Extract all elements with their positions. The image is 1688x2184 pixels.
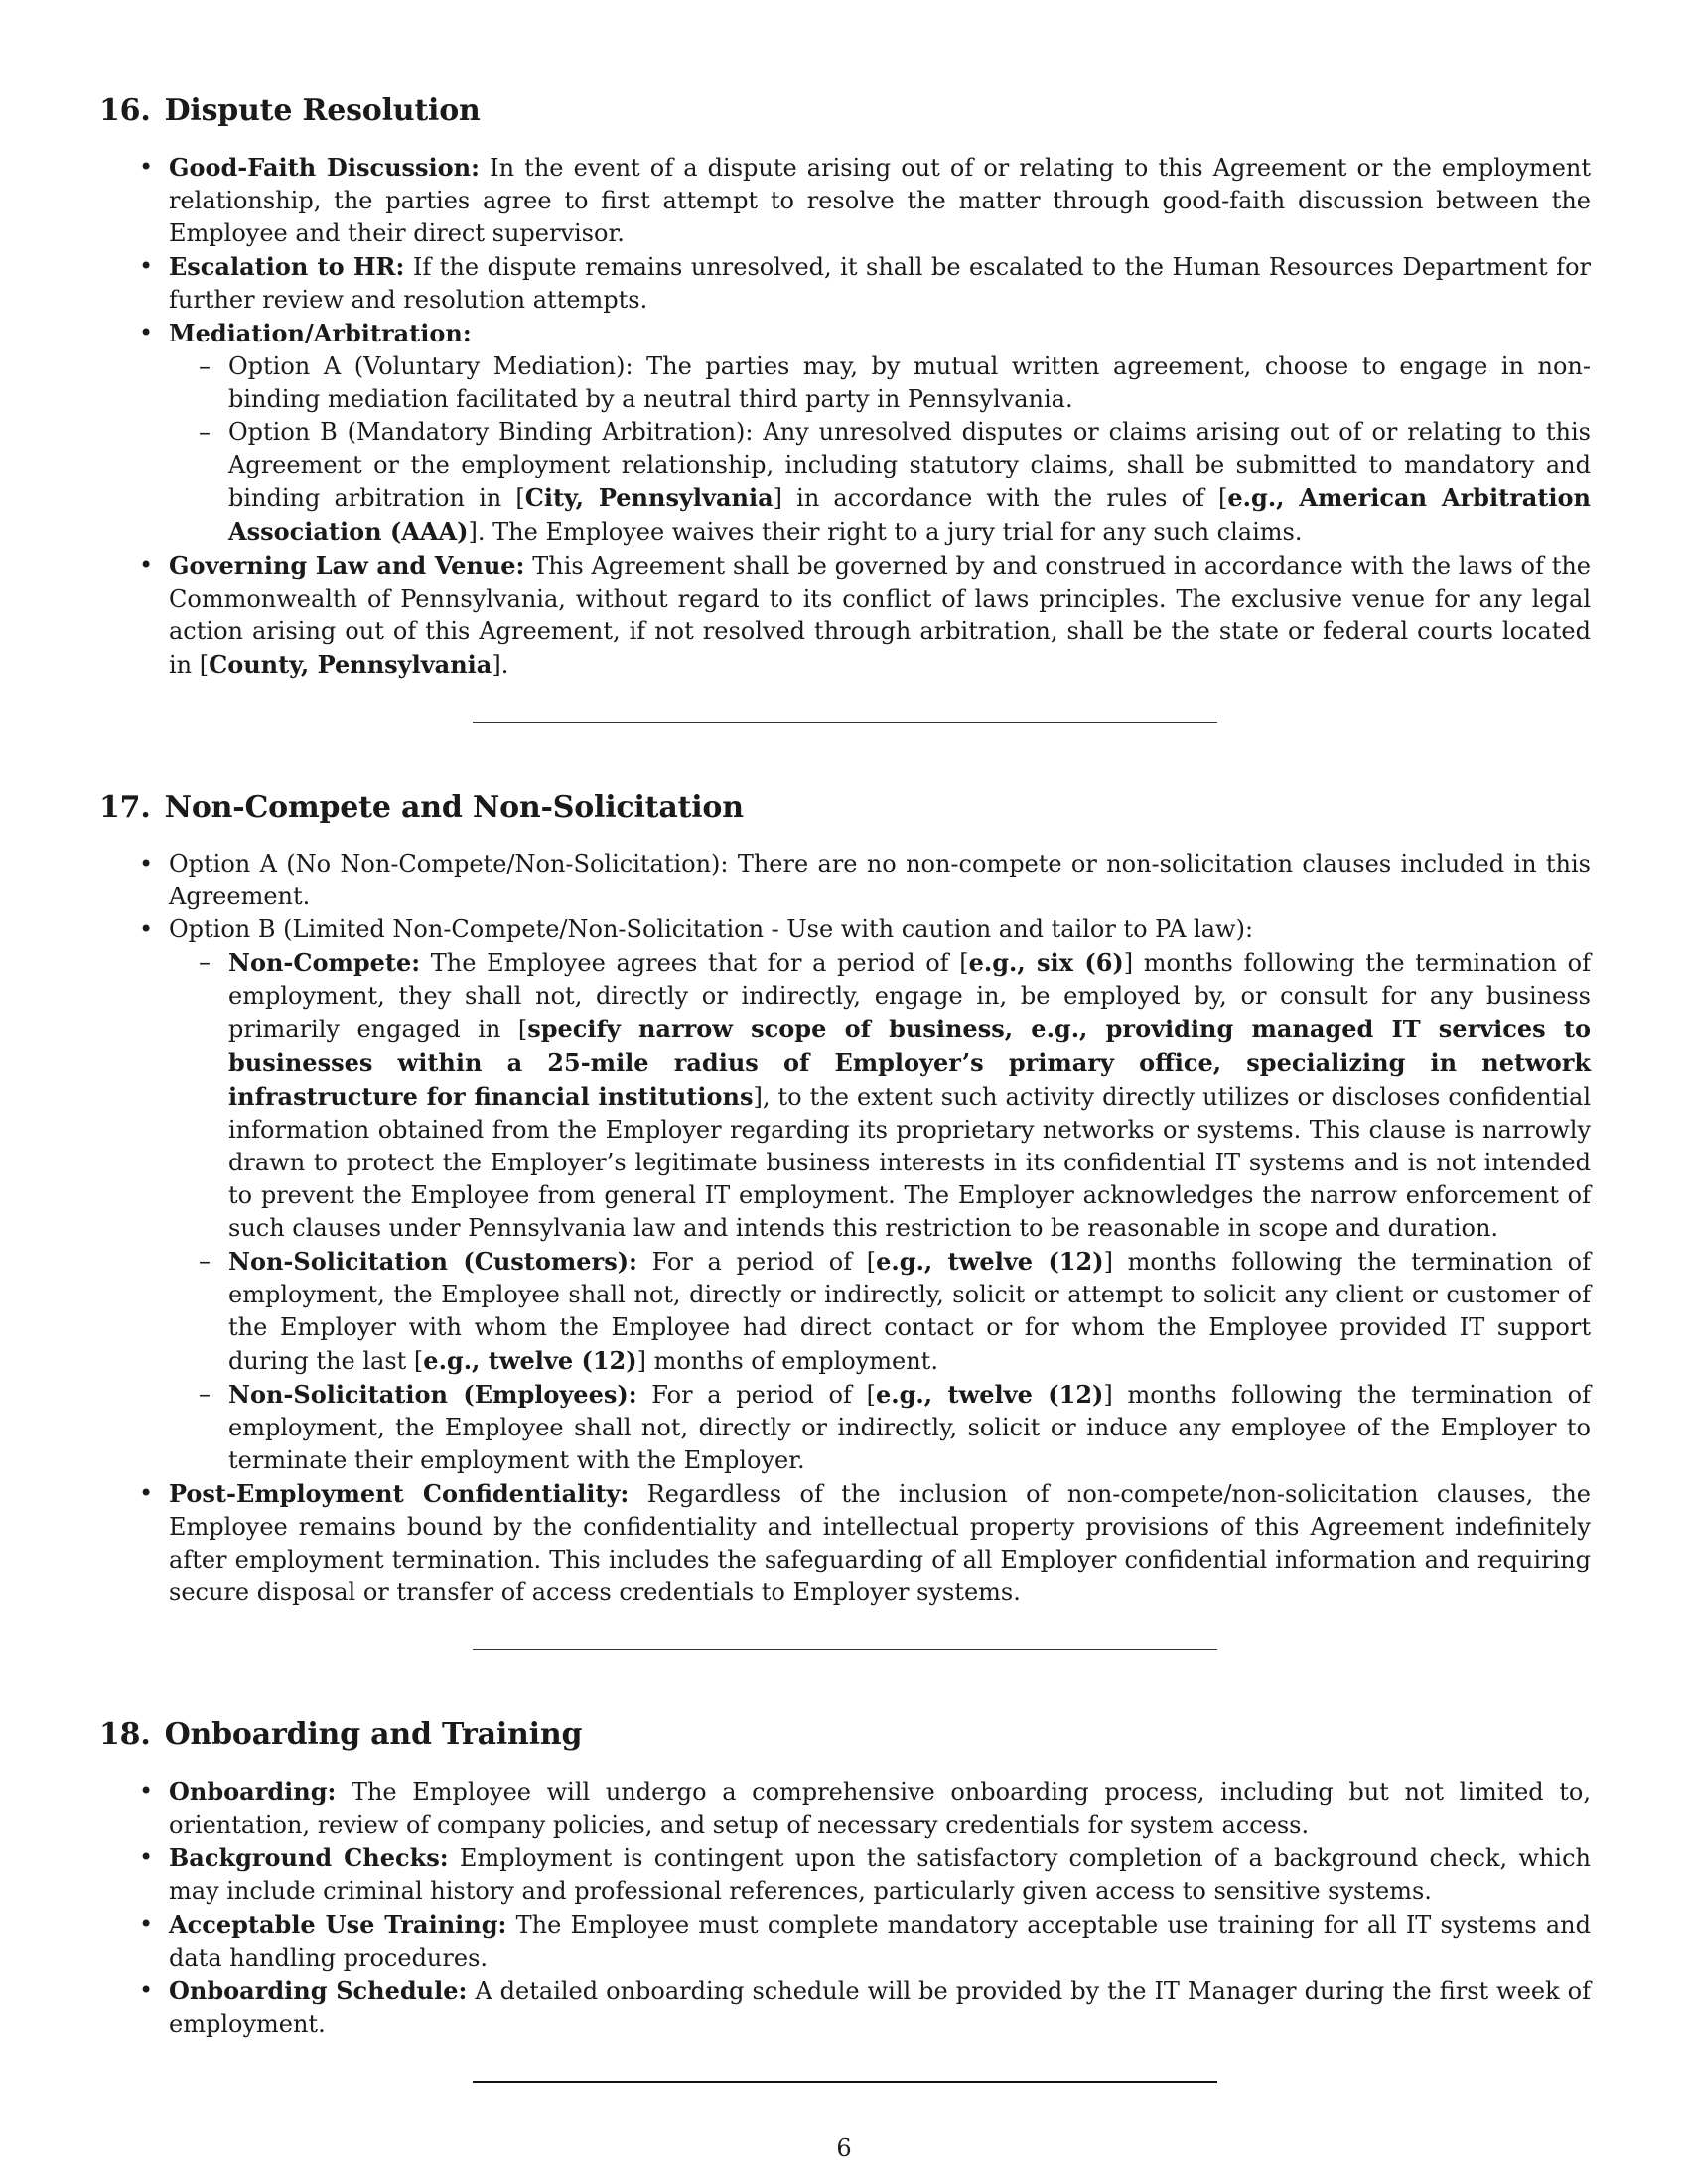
item-label: Good-Faith Discussion: bbox=[169, 153, 480, 182]
item-text: ] months following the termination of employment, they shall not, directly or indirectly, engage in, be employed by, or consult for any business primarily engaged in [ bbox=[228, 949, 1591, 1043]
item-text: A detailed onboarding schedule will be provided by the IT Manager during the first week of employment. bbox=[169, 1978, 1591, 2038]
section-dispute-resolution bbox=[99, 91, 1591, 723]
item-text: The Employee must complete mandatory acceptable use training for all IT systems and data handling procedures. bbox=[169, 1911, 1591, 1972]
section-divider bbox=[473, 2081, 1217, 2083]
sub-list-item bbox=[169, 350, 1591, 416]
list-item bbox=[99, 1975, 1591, 2041]
item-label: Post-Employment Confidentiality: bbox=[169, 1479, 630, 1508]
sub-list-item bbox=[169, 1378, 1591, 1477]
list-item bbox=[99, 1842, 1591, 1908]
section-heading bbox=[99, 1715, 1591, 1755]
item-text: Regardless of the inclusion of non-compete/non-solicitation clauses, the Employee remains bound by the confidentiality and intellectual property provisions of this Agreement indefinitely after employment termination. This includes the safeguarding of all Employer confidential information and requiring secure disposal or transfer of access credentials to Employer systems. bbox=[169, 1480, 1591, 1606]
item-text: Option A (Voluntary Mediation): The parties may, by mutual written agreement, choose to engage in non-binding mediation facilitated by a neutral third party in Pennsylvania. bbox=[228, 352, 1591, 413]
bullet-list bbox=[99, 151, 1591, 682]
sub-list-item bbox=[169, 946, 1591, 1245]
item-text: If the dispute remains unresolved, it shall be escalated to the Human Resources Department for further review and resolution attempts. bbox=[169, 253, 1591, 314]
list-item bbox=[99, 250, 1591, 317]
placeholder-text: e.g., American Arbitration Association (AAA) bbox=[228, 483, 1592, 546]
item-text: ]. The Employee waives their right to a jury trial for any such claims. bbox=[468, 518, 1303, 546]
list-item bbox=[99, 848, 1591, 913]
section-number: 17. bbox=[99, 790, 151, 825]
item-label: Mediation/Arbitration: bbox=[169, 319, 472, 347]
item-text: This Agreement shall be governed by and construed in accordance with the laws of the Commonwealth of Pennsylvania, without regard to its conflict of laws principles. The exclusive venue for any legal action arising out of this Agreement, if not resolved through arbitration, shall be the state or federal courts located in [ bbox=[169, 552, 1592, 679]
list-item bbox=[99, 913, 1591, 1477]
list-item bbox=[99, 151, 1591, 250]
bullet-list bbox=[99, 848, 1591, 1609]
item-label: Acceptable Use Training: bbox=[169, 1910, 507, 1939]
item-label: Non-Solicitation (Customers): bbox=[228, 1247, 637, 1276]
item-text: The Employee will undergo a comprehensive onboarding process, including but not limited to, orientation, review of company policies, and setup of necessary credentials for system access. bbox=[169, 1778, 1591, 1839]
item-text: ], to the extent such activity directly utilizes or discloses confidential information obtained from the Employer regarding its proprietary networks or systems. This clause is narrowly drawn to protect the Employer’s legitimate business interests in its confidential IT systems and is not intended to prevent the Employee from general IT employment. The Employer acknowledges the narrow enforcement of such clauses under Pennsylvania law and intends this restriction to be reasonable in scope and duration. bbox=[228, 1083, 1591, 1242]
item-label: Non-Compete: bbox=[228, 948, 421, 977]
sub-list-item bbox=[169, 416, 1591, 549]
section-onboarding bbox=[99, 1715, 1591, 2083]
bullet-list bbox=[99, 1775, 1591, 2041]
list-item bbox=[99, 1775, 1591, 1842]
item-label: Non-Solicitation (Employees): bbox=[228, 1380, 637, 1409]
sub-list bbox=[169, 946, 1591, 1477]
list-item bbox=[99, 1908, 1591, 1975]
section-non-compete bbox=[99, 788, 1591, 1650]
section-number: 18. bbox=[99, 1717, 151, 1752]
placeholder-text: e.g., twelve (12) bbox=[423, 1346, 637, 1375]
section-title: Onboarding and Training bbox=[164, 1717, 583, 1752]
placeholder-text: specify narrow scope of business, e.g., providing managed IT services to businesses within a 25-mile radius of Employer’s primary office, specializing in network infrastructure for financial institutions bbox=[228, 1015, 1591, 1111]
item-label: Onboarding Schedule: bbox=[169, 1977, 468, 2005]
list-item bbox=[99, 549, 1591, 682]
item-text: Option A (No Non-Compete/Non-Solicitation): There are no non-compete or non-solicitation clauses included in this Agreement. bbox=[169, 850, 1591, 910]
section-heading bbox=[99, 788, 1591, 828]
section-title: Non-Compete and Non-Solicitation bbox=[164, 790, 744, 825]
item-label: Onboarding: bbox=[169, 1777, 337, 1806]
item-label: Background Checks: bbox=[169, 1843, 449, 1872]
placeholder-text: e.g., twelve (12) bbox=[876, 1247, 1104, 1276]
item-text: Option B (Mandatory Binding Arbitration): Any unresolved disputes or claims arising out of or relating to this Agreement or the employment relationship, including statutory claims, shall be submitted to mandatory and binding arbitration in [ bbox=[228, 418, 1591, 512]
placeholder-text: County, Pennsylvania bbox=[209, 650, 492, 679]
item-text: For a period of [ bbox=[636, 1381, 876, 1409]
sub-list-item bbox=[169, 1245, 1591, 1378]
item-text: For a period of [ bbox=[636, 1248, 877, 1276]
item-label: Escalation to HR: bbox=[169, 252, 405, 281]
section-divider bbox=[473, 722, 1217, 723]
sub-list bbox=[169, 350, 1591, 549]
section-number: 16. bbox=[99, 93, 151, 128]
placeholder-text: City, Pennsylvania bbox=[524, 483, 774, 512]
item-text: Employment is contingent upon the satisfactory completion of a background check, which may include criminal history and professional references, particularly given access to sensitive systems. bbox=[169, 1844, 1591, 1905]
placeholder-text: e.g., six (6) bbox=[968, 948, 1124, 977]
item-text: ] months following the termination of employment, the Employee shall not, directly or indirectly, solicit or attempt to solicit any client or customer of the Employer with whom the Employee had direct contact or for whom the Employee provided IT support during the last [ bbox=[228, 1248, 1591, 1375]
item-text: The Employee agrees that for a period of [ bbox=[420, 949, 969, 977]
section-title: Dispute Resolution bbox=[164, 93, 481, 128]
item-label: Governing Law and Venue: bbox=[169, 551, 525, 580]
section-heading bbox=[99, 91, 1591, 131]
item-text: ]. bbox=[492, 651, 509, 679]
item-text: In the event of a dispute arising out of or relating to this Agreement or the employment relationship, the parties agree to first attempt to resolve the matter through good-faith discussion between the Employee and their direct supervisor. bbox=[169, 154, 1591, 247]
list-item bbox=[99, 317, 1591, 549]
item-text: ] months of employment. bbox=[636, 1347, 938, 1375]
item-text: ] months following the termination of employment, the Employee shall not, directly or indirectly, solicit or induce any employee of the Employer to terminate their employment with the Employer. bbox=[228, 1381, 1591, 1474]
document-page bbox=[99, 91, 1591, 2083]
page-number: 6 bbox=[836, 2134, 852, 2162]
item-text: ] in accordance with the rules of [ bbox=[773, 484, 1228, 512]
item-text: Option B (Limited Non-Compete/Non-Solicitation - Use with caution and tailor to PA law): bbox=[169, 915, 1254, 943]
list-item bbox=[99, 1477, 1591, 1609]
placeholder-text: e.g., twelve (12) bbox=[875, 1380, 1104, 1409]
section-divider bbox=[473, 1649, 1217, 1650]
